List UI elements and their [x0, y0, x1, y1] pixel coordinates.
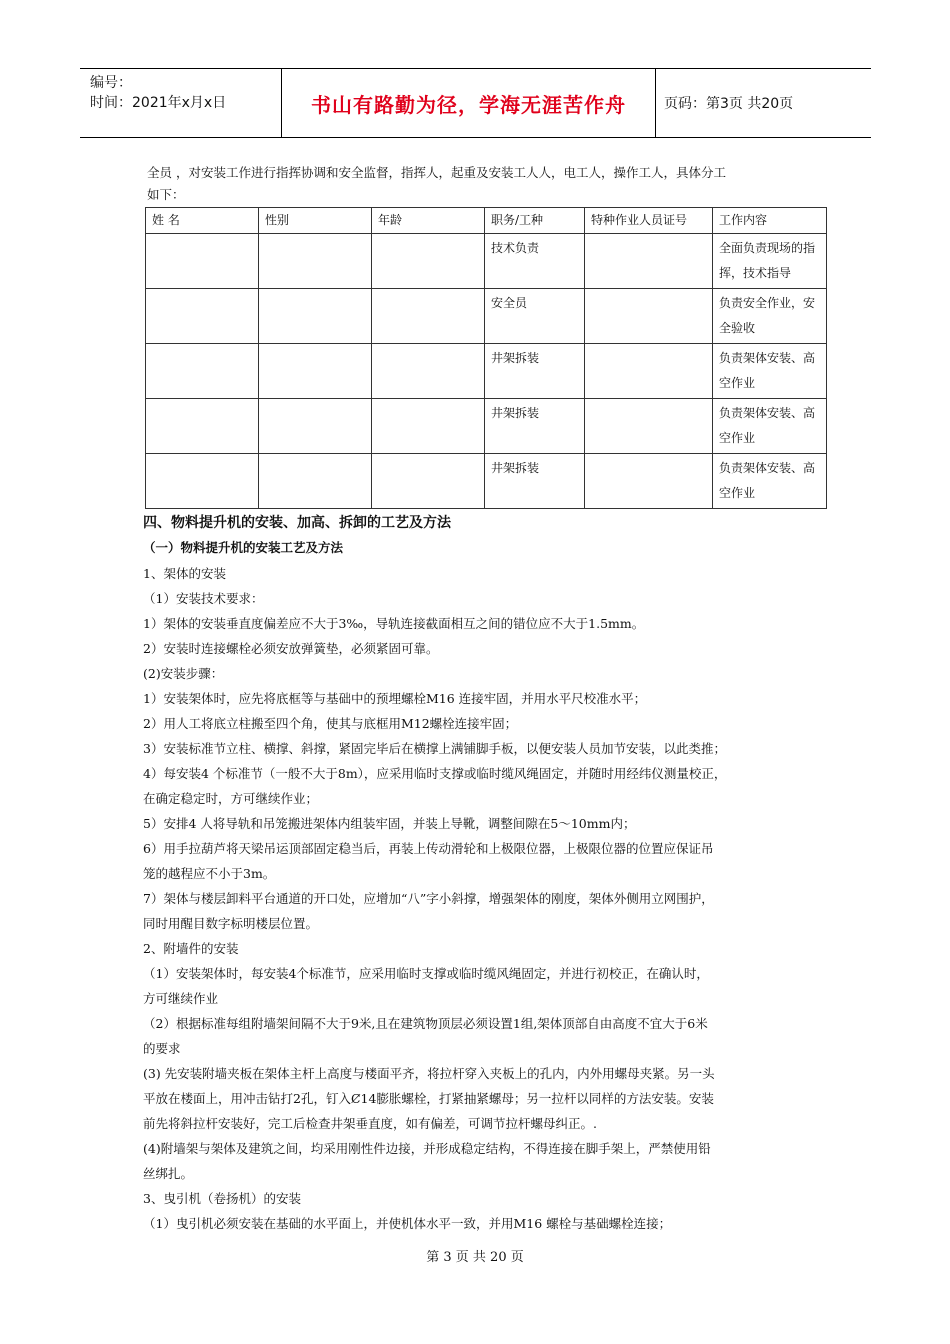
table-row: [146, 344, 827, 399]
table-header-cell: 性别: [259, 208, 372, 234]
table-cell: [585, 234, 713, 289]
body-line: 的要求: [143, 1041, 181, 1056]
header-page-info: 页码：第3页 共20页: [664, 96, 794, 112]
table-cell: 井架拆装: [485, 399, 585, 454]
body-line: 2）安装时连接螺栓必须安放弹簧垫，必须紧固可靠。: [143, 641, 439, 656]
table-cell: [372, 289, 485, 344]
page-header: [80, 68, 871, 138]
table-cell: 负责架体安装、高空作业: [713, 454, 827, 509]
table-cell: 负责架体安装、高空作业: [713, 399, 827, 454]
body-line: 平放在楼面上，用冲击钻打2孔，钉入Ȼ14膨胀螺栓，打紧抽紧螺母；另一拉杆以同样的方法安装。安装: [143, 1091, 714, 1106]
body-line: 1、架体的安装: [143, 566, 226, 581]
body-line: （2）根据标准每组附墙架间隔不大于9米,且在建筑物顶层必须设置1组,架体顶部自由高度不宜大于6米: [143, 1016, 708, 1031]
body-line: 6）用手拉葫芦将天梁吊运顶部固定稳当后，再装上传动滑轮和上极限位器，上极限位器的位置应保证吊: [143, 841, 714, 856]
table-cell: [585, 399, 713, 454]
table-cell: [146, 454, 259, 509]
header-motto: 书山有路勤为径，学海无涯苦作舟: [282, 69, 656, 137]
body-line: (2)安装步骤：: [143, 666, 224, 681]
body-line: 7）架体与楼层卸料平台通道的开口处，应增加“八”字小斜撑，增强架体的刚度，架体外侧用立网围护，: [143, 891, 714, 906]
body-line: 3）安装标准节立柱、横撑、斜撑，紧固完毕后在横撑上满铺脚手板，以便安装人员加节安装，以此类推；: [143, 741, 726, 756]
table-header-cell: 工作内容: [713, 208, 827, 234]
table-row: [146, 454, 827, 509]
subsection-1-heading: （一）物料提升机的安装工艺及方法: [143, 540, 344, 555]
table-cell: [259, 399, 372, 454]
table-cell: [585, 454, 713, 509]
intro-line-2: 如下：: [147, 187, 185, 202]
table-cell: [372, 344, 485, 399]
table-header-cell: 年龄: [372, 208, 485, 234]
table-cell: [259, 289, 372, 344]
section-4-heading: 四、物料提升机的安装、加高、拆卸的工艺及方法: [143, 515, 451, 531]
table-cell: [146, 234, 259, 289]
body-line: 1）安装架体时，应先将底框等与基础中的预埋螺栓M16 连接牢固，并用水平尺校准水平；: [143, 691, 647, 706]
table-cell: [146, 289, 259, 344]
table-cell: 负责安全作业，安全验收: [713, 289, 827, 344]
body-line: 3、曳引机（卷扬机）的安装: [143, 1191, 301, 1206]
table-cell: 安全员: [485, 289, 585, 344]
body-line: 1）架体的安装垂直度偏差应不大于3‰，导轨连接截面相互之间的错位应不大于1.5mm。: [143, 616, 645, 631]
table-cell: [372, 399, 485, 454]
table-cell: [259, 454, 372, 509]
table-row: [146, 399, 827, 454]
table-cell: [372, 234, 485, 289]
document-body: [143, 160, 833, 1236]
table-header-cell: 姓 名: [146, 208, 259, 234]
table-header-cell: 特种作业人员证号: [585, 208, 713, 234]
table-cell: [585, 344, 713, 399]
body-line: 在确定稳定时，方可继续作业；: [143, 791, 319, 806]
body-line: 笼的越程应不小于3m。: [143, 866, 276, 881]
table-row: [146, 234, 827, 289]
table-cell: [372, 454, 485, 509]
body-line: 丝绑扎。: [143, 1166, 194, 1181]
body-line: 5）安排4 人将导轨和吊笼搬进架体内组装牢固，并装上导靴，调整间隙在5～10mm内；: [143, 816, 636, 831]
page-footer: 第 3 页 共 20 页: [426, 1250, 524, 1265]
body-line: 4）每安装4 个标准节（一般不大于8m），应采用临时支撑或临时缆风绳固定，并随时用经纬仪测量校正，: [143, 766, 727, 781]
body-line: （1）安装架体时，每安装4个标准节，应采用临时支撑或临时缆风绳固定，并进行初校正，在确认时，: [143, 966, 709, 981]
table-header-row: [146, 208, 827, 234]
table-cell: 井架拆装: [485, 454, 585, 509]
staff-table: [145, 207, 827, 509]
intro-line-1: 全员 ，对安装工作进行指挥协调和安全监督，指挥人，起重及安装工人人，电工人，操作工人，具体分工: [147, 165, 726, 180]
body-line: 2、附墙件的安装: [143, 941, 239, 956]
body-line: (4)附墙架与架体及建筑之间，均采用刚性件边接，并形成稳定结构，不得连接在脚手架上，严禁使用铅: [143, 1141, 711, 1156]
body-line: (3) 先安装附墙夹板在架体主杆上高度与楼面平齐，将拉杆穿入夹板上的孔内，内外用螺母夹紧。另一头: [143, 1066, 715, 1081]
body-line: （1）安装技术要求：: [143, 591, 264, 606]
table-cell: 负责架体安装、高空作业: [713, 344, 827, 399]
table-cell: [146, 344, 259, 399]
table-cell: [146, 399, 259, 454]
table-cell: [585, 289, 713, 344]
table-cell: [259, 234, 372, 289]
table-cell: 井架拆装: [485, 344, 585, 399]
table-cell: [259, 344, 372, 399]
body-line: （1）曳引机必须安装在基础的水平面上，并使机体水平一致，并用M16 螺栓与基础螺栓连接；: [143, 1216, 672, 1231]
header-number-label: 编号：: [90, 75, 132, 91]
table-cell: 技术负责: [485, 234, 585, 289]
body-line: 同时用醒目数字标明楼层位置。: [143, 916, 319, 931]
body-line: 方可继续作业: [143, 991, 219, 1006]
table-cell: 全面负责现场的指挥，技术指导: [713, 234, 827, 289]
body-line: 前先将斜拉杆安装好，完工后检查井架垂直度，如有偏差，可调节拉杆螺母纠正。.: [143, 1116, 597, 1131]
table-row: [146, 289, 827, 344]
header-date-label: 时间：2021年x月x日: [90, 95, 227, 111]
header-meta: [80, 69, 282, 137]
body-line: 2）用人工将底立柱搬至四个角，使其与底框用M12螺栓连接牢固；: [143, 716, 518, 731]
body-text: [143, 561, 833, 1236]
table-header-cell: 职务/工种: [485, 208, 585, 234]
